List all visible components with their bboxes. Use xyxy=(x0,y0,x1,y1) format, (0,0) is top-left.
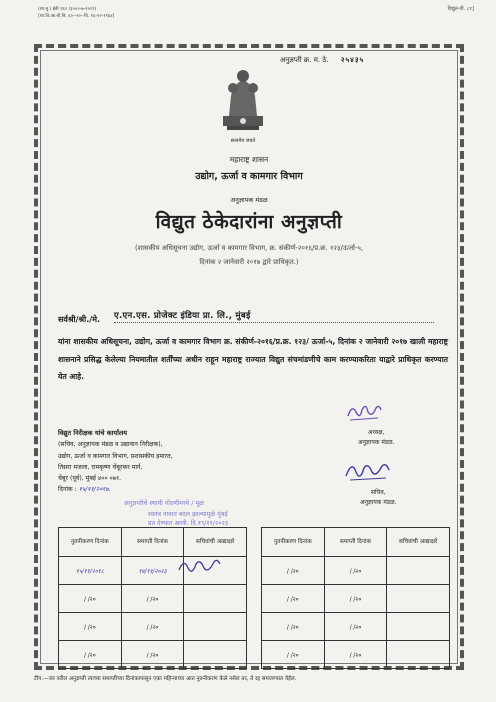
notification-line-1: (शासकीय अधिसूचना उद्योग, ऊर्जा व कामगार विभाग, क्र. संकीर्ण-२०१६/प्र.क्र. १२३/ऊर्जा-५, xyxy=(134,244,364,252)
renewal-table xyxy=(58,527,450,669)
table-row xyxy=(59,585,450,613)
national-emblem-icon xyxy=(219,66,267,146)
license-number-value: २५४३५ xyxy=(340,56,365,64)
table-row xyxy=(59,613,450,641)
chairman-block xyxy=(358,428,395,448)
expiry-date-cell: / /२० xyxy=(121,585,184,613)
expiry-date-cell: १४/११/२०२३ xyxy=(121,557,184,585)
expiry-date-cell: / /२० xyxy=(324,641,387,669)
initials-cell xyxy=(184,613,247,641)
secretary-signature-icon xyxy=(342,458,392,484)
renewal-date-cell: / /२० xyxy=(59,585,122,613)
office-line: उद्योग, ऊर्जा व कामगार विभाग, प्रशासकीय इमारत, xyxy=(58,452,173,460)
footnote: टीप.—जर वरील अनुज्ञप्ती त्याच्या समाप्तीच्या दिनांकापासून एका महिन्याच्या आत नुतनीकरण केले नसेल तर, ते रद्द समजण्यात येईल. xyxy=(34,676,297,682)
header-secretary-initials: सचिवांची आद्याक्षरे xyxy=(184,528,247,557)
stamp-line-1: अनुज्ञप्तीचे स्थायी नोंदणीमध्ये / मूळ xyxy=(124,500,204,507)
table-gap xyxy=(246,641,261,669)
licensing-board: अनुज्ञापक मंडळ xyxy=(230,196,268,204)
document-title: विद्युत ठेकेदारांना अनुज्ञप्ती xyxy=(155,211,343,233)
office-line: तिसरा मजला, रामकृष्ण चेंबूरकर मार्ग, xyxy=(58,463,143,471)
table-gap xyxy=(246,557,261,585)
initials-cell xyxy=(387,585,450,613)
expiry-date-cell: / /२० xyxy=(121,641,184,669)
stamp-line-3: प्रत देण्यात आली. दि.१९/११/२०२३ xyxy=(148,520,229,527)
issue-date xyxy=(58,484,173,495)
initials-cell xyxy=(184,641,247,669)
form-code xyxy=(38,6,114,20)
notification-line-2: दिनांक २ जानेवारी २०१७ द्वारे प्राधिकृत.) xyxy=(199,258,299,266)
office-line: चेंबूर (पूर्व), मुंबई ४०० ०७१. xyxy=(58,475,122,483)
secretary-board: अनुज्ञापक मंडळ. xyxy=(360,499,397,506)
renewal-date-cell: / /२० xyxy=(59,641,122,669)
department-name: उद्योग, ऊर्जा व कामगार विभाग xyxy=(195,171,303,182)
header-renewal-date: नुतनीकरण दिनांक xyxy=(59,528,122,557)
header-expiry-date: समाप्ती दिनांक xyxy=(324,528,387,557)
chairman-board: अनुज्ञापक मंडळ. xyxy=(358,439,395,446)
table-gap xyxy=(246,585,261,613)
initials-cell xyxy=(387,557,450,585)
issue-date-value: १५/११/२०१७. xyxy=(78,486,111,494)
table-gap xyxy=(246,528,261,557)
office-heading: विद्युत निरीक्षक यांचे कार्यालय xyxy=(58,429,128,437)
chairman-signature-icon xyxy=(344,400,384,424)
office-address xyxy=(58,428,173,496)
header-expiry-date: समाप्ती दिनांक xyxy=(121,528,184,557)
renewal-date-cell: १५/११/२०१८ xyxy=(59,557,122,585)
expiry-date-cell: / /२० xyxy=(324,613,387,641)
renewal-date-cell: / /२० xyxy=(261,585,324,613)
endorsement-stamp-lower xyxy=(148,509,228,527)
expiry-date-cell: / /२० xyxy=(324,585,387,613)
license-number-label: अनुज्ञप्ती क्र. म. ठे. xyxy=(280,56,329,64)
form-code-line1: (शा.मु.) ईबी १६२ (३०००-७-२०१९) xyxy=(38,7,97,12)
emblem-motto: सत्यमेव जयते xyxy=(230,138,256,144)
renewal-date-cell: / /२० xyxy=(261,641,324,669)
initials-cell xyxy=(184,585,247,613)
initials-cell xyxy=(387,613,450,641)
form-id: विद्युत-पी. ८१] xyxy=(447,6,474,12)
table-initials-signature-icon xyxy=(176,556,222,578)
secretary-block xyxy=(360,488,397,508)
renewal-date-cell: / /२० xyxy=(261,613,324,641)
licensee-name: ए.एन.एस. प्रोजेक्ट इंडिया प्रा. लि., मुंबई xyxy=(114,310,434,323)
endorsement-stamp xyxy=(124,499,204,509)
form-code-line2: [शा.वि.आ.बी.बि. ६०--२०--वि. १६-१२-१९६४] xyxy=(38,14,115,19)
stamp-line-2: स्वतंत्र नावात बदल झाल्यामुळे मुंबई xyxy=(148,511,228,518)
license-number xyxy=(280,56,364,65)
table-header-row xyxy=(59,528,450,557)
expiry-date-cell: / /२० xyxy=(324,557,387,585)
expiry-date-cell: / /२० xyxy=(121,613,184,641)
secretary-title: सचिव, xyxy=(370,489,386,496)
table-row xyxy=(59,557,450,585)
header-secretary-initials: सचिवांची आद्याक्षरे xyxy=(387,528,450,557)
salutation: सर्वश्री/श्री./मे. xyxy=(58,315,101,324)
office-line: (सचिव, अनुज्ञापक मंडळ व उद्यावान निरीक्षक), xyxy=(58,441,163,449)
table-gap xyxy=(246,613,261,641)
authorization-text: यांना शासकीय अधिसूचना, उद्योग, ऊर्जा व कामगार विभाग क्र. संकीर्ण-२०१६/प्र.क्र. १२३/ ऊर्जा-५, दिनांक २ जानेवारी २०१७ खाली महाराष्ट्र शासनाने प्रसिद्ध केलेल्या नियमातील शर्तींच्या अधीन राहून महाराष्ट्र राज्यात विद्युत संचमांडणीचे काम करण्याकरिता याद्वारे प्राधिकृत करण्यात येत आहे. xyxy=(58,337,448,381)
table-row xyxy=(59,641,450,669)
renewal-date-cell: / /२० xyxy=(261,557,324,585)
issue-date-label: दिनांक : xyxy=(58,486,77,494)
initials-cell xyxy=(387,641,450,669)
header-renewal-date: नुतनीकरण दिनांक xyxy=(261,528,324,557)
chairman-title: अध्यक्ष, xyxy=(367,429,385,436)
government-name: महाराष्ट्र शासन xyxy=(229,155,269,164)
renewal-date-cell: / /२० xyxy=(59,613,122,641)
